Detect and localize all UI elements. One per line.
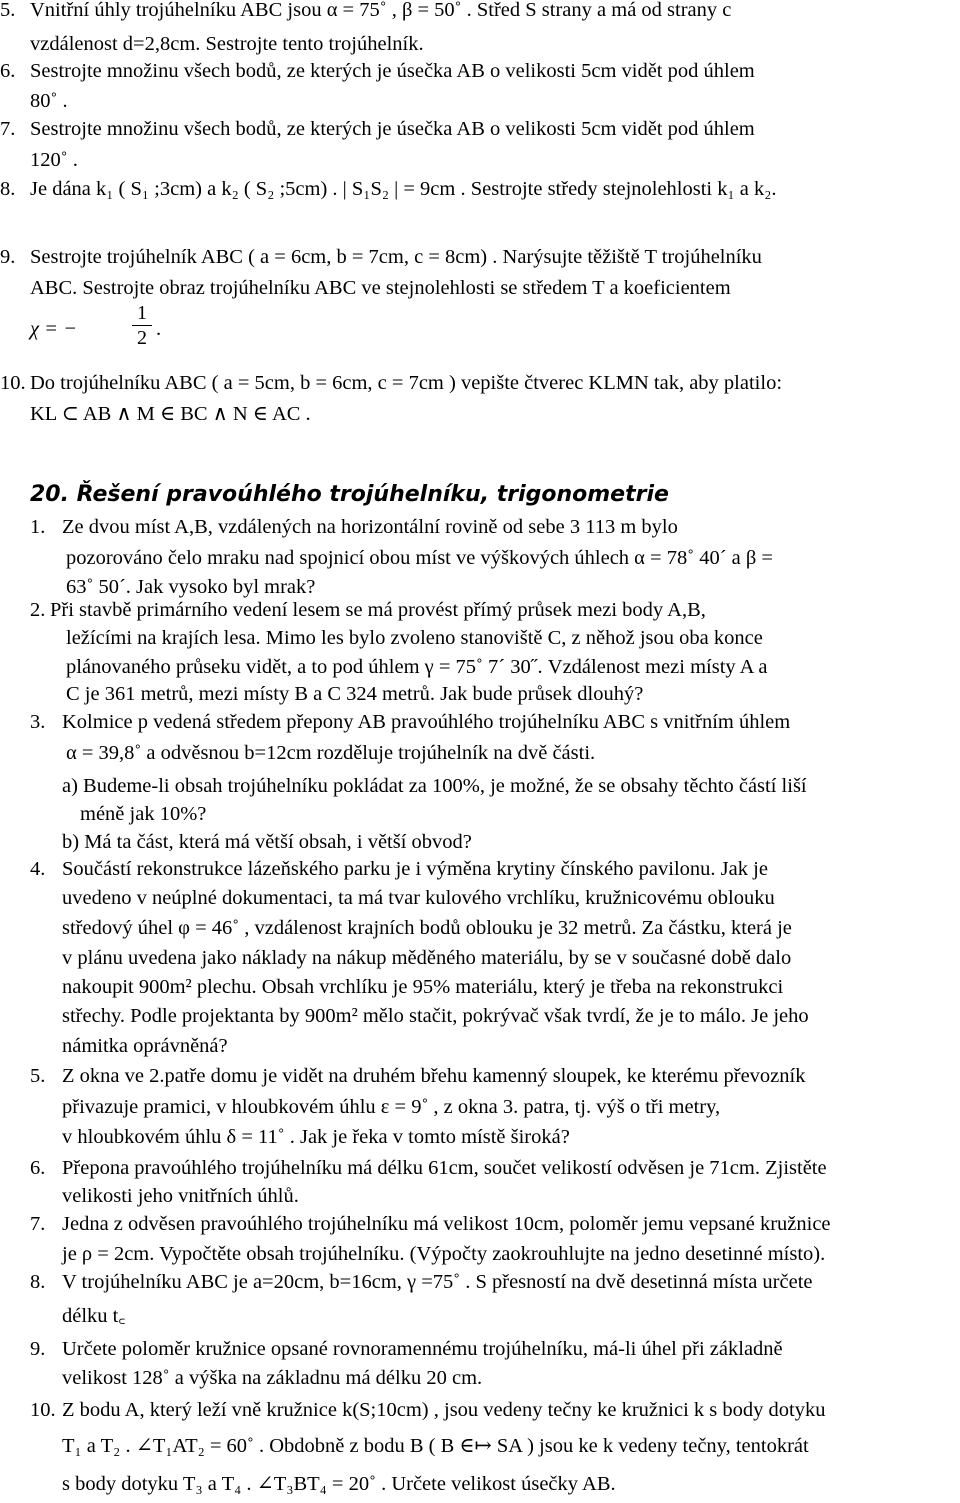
b-q1-line-2: pozorováno čelo mraku nad spojnicí obou míst ve výškových úhlech α = 78˚ 40´ a β = <box>66 547 773 569</box>
b-q4-line-3: středový úhel φ = 46˚ , vzdálenost krajních bodů oblouku je 32 metrů. Za částku, která je <box>62 917 792 939</box>
q9-chi-tail: . <box>156 318 162 340</box>
q7-line-1: Sestrojte množinu všech bodů, ze kterých je úsečka AB o velikosti 5cm vidět pod úhlem <box>30 118 755 140</box>
q9-fraction <box>132 302 152 349</box>
b-q4-line-7: námitka oprávněná? <box>62 1035 228 1057</box>
q7-number: 7. <box>0 118 16 140</box>
q6-line-1: Sestrojte množinu všech bodů, ze kterých je úsečka AB o velikosti 5cm vidět pod úhlem <box>30 60 755 82</box>
b-q3-line-3: a) Budeme-li obsah trojúhelníku pokládat za 100%, je možné, že se obsahy těchto částí liší <box>62 775 807 797</box>
q9-line-1: Sestrojte trojúhelník ABC ( a = 6cm, b = 7cm, c = 8cm) . Narýsujte těžiště T trojúhelníku <box>30 246 762 268</box>
b-q2-line-3: plánovaného průseku vidět, a to pod úhlem γ = 75˚ 7´ 30˝. Vzdálenost mezi místy A a <box>66 656 768 678</box>
b-q9-line-1: Určete poloměr kružnice opsané rovnoramennému trojúhelníku, má-li úhel při základně <box>62 1338 783 1360</box>
q5-line-1: Vnitřní úhly trojúhelníku ABC jsou α = 75˚ , β = 50˚ . Střed S strany a má od strany c <box>30 0 732 21</box>
b-q6-line-2: velikosti jeho vnitřních úhlů. <box>62 1185 299 1207</box>
section-heading: 20. Řešení pravoúhlého trojúhelníku, trigonometrie <box>30 482 669 507</box>
q8-line-1: Je dána k₁ ( S₁ ;3cm) a k₂ ( S₂ ;5cm) . | S₁S₂ | = 9cm . Sestrojte středy stejnolehlosti k₁ a k₂. <box>30 178 777 200</box>
b-q8-line-1: V trojúhelníku ABC je a=20cm, b=16cm, γ =75˚ . S přesností na dvě desetinná místa určete <box>62 1271 813 1293</box>
b-q7-line-1: Jedna z odvěsen pravoúhlého trojúhelníku má velikost 10cm, poloměr jemu vepsané kružnice <box>62 1213 831 1235</box>
b-q5-line-2: přivazuje pramici, v hloubkovém úhlu ε = 9˚ , z okna 3. patra, tj. výš o tři metry, <box>62 1096 721 1118</box>
b-q2-line-1: Při stavbě primárního vedení lesem se má provést přímý průsek mezi body A,B, <box>50 599 706 621</box>
b-q1-line-1: Ze dvou míst A,B, vzdálených na horizontální rovině od sebe 3 113 m bylo <box>62 516 678 538</box>
q9-fraction-numerator: 1 <box>137 302 147 324</box>
q6-line-2: 80˚ . <box>30 90 68 112</box>
q5-line-2: vzdálenost d=2,8cm. Sestrojte tento trojúhelník. <box>30 33 424 55</box>
b-q3-number: 3. <box>30 711 46 733</box>
b-q5-line-3: v hloubkovém úhlu δ = 11˚ . Jak je řeka v tomto místě široká? <box>62 1126 570 1148</box>
b-q7-number: 7. <box>30 1213 46 1235</box>
b-q9-number: 9. <box>30 1338 46 1360</box>
b-q4-line-2: uvedeno v neúplné dokumentaci, ta má tvar kulového vrchlíku, kružnicovému oblouku <box>62 887 775 909</box>
b-q10-number: 10. <box>30 1399 56 1421</box>
b-q4-line-6: střechy. Podle projektanta by 900m² mělo stačit, pokrývač však tvrdí, že je to málo. Je jeho <box>62 1005 809 1027</box>
b-q6-line-1: Přepona pravoúhlého trojúhelníku má délku 61cm, součet velikostí odvěsen je 71cm. Zjistěte <box>62 1157 827 1179</box>
b-q9-line-2: velikost 128˚ a výška na základnu má délku 20 cm. <box>62 1367 483 1389</box>
q8-number: 8. <box>0 178 16 200</box>
q9-chi-lhs: χ = − <box>30 318 77 340</box>
b-q10-line-3: s body dotyku T₃ a T₄ . ∠T₃BT₄ = 20˚ . Určete velikost úsečky AB. <box>62 1473 616 1495</box>
q6-number: 6. <box>0 60 16 82</box>
q9-line-2: ABC. Sestrojte obraz trojúhelníku ABC ve stejnolehlosti se středem T a koeficientem <box>30 277 731 299</box>
q9-fraction-denominator: 2 <box>137 327 147 349</box>
b-q4-line-4: v plánu uvedena jako náklady na nákup měděného materiálu, by se v současné době dalo <box>62 947 792 969</box>
b-q8-number: 8. <box>30 1271 46 1293</box>
b-q5-line-1: Z okna ve 2.patře domu je vidět na druhém břehu kamenný sloupek, ke kterému převozník <box>62 1065 806 1087</box>
b-q3-line-5: b) Má ta část, která má větší obsah, i větší obvod? <box>62 831 472 853</box>
b-q4-line-5: nakoupit 900m² plechu. Obsah vrchlíku je 95% materiálu, který je třeba na rekonstrukci <box>62 976 784 998</box>
q7-line-2: 120˚ . <box>30 149 78 171</box>
b-q3-line-1: Kolmice p vedená středem přepony AB pravoúhlého trojúhelníku ABC s vnitřním úhlem <box>62 711 791 733</box>
q10-line-1: Do trojúhelníku ABC ( a = 5cm, b = 6cm, c = 7cm ) vepište čtverec KLMN tak, aby platilo: <box>30 372 783 394</box>
b-q2-line-2: ležícími na krajích lesa. Mimo les bylo zvoleno stanoviště C, z něhož jsou oba konce <box>66 627 763 649</box>
b-q4-line-1: Součástí rekonstrukce lázeňského parku je i výměna krytiny čínského pavilonu. Jak je <box>62 858 768 880</box>
b-q2-line-4: C je 361 metrů, mezi místy B a C 324 metrů. Jak bude průsek dlouhý? <box>66 683 644 705</box>
b-q5-number: 5. <box>30 1065 46 1087</box>
b-q3-line-2: α = 39,8˚ a odvěsnou b=12cm rozděluje trojúhelník na dvě části. <box>66 742 596 764</box>
b-q10-line-1: Z bodu A, který leží vně kružnice k(S;10cm) , jsou vedeny tečny ke kružnici k s body dotyku <box>62 1399 826 1421</box>
q5-number: 5. <box>0 0 16 21</box>
b-q1-line-3: 63˚ 50´. Jak vysoko byl mrak? <box>66 576 316 598</box>
q9-number: 9. <box>0 246 16 268</box>
b-q4-number: 4. <box>30 858 46 880</box>
q10-number: 10. <box>0 372 26 394</box>
q10-line-2: KL ⊂ AB ∧ M ∈ BC ∧ N ∈ AC . <box>30 403 311 425</box>
q9-fraction-bar <box>132 325 152 326</box>
b-q1-number: 1. <box>30 516 46 538</box>
b-q8-line-2: délku t꜀ <box>62 1305 126 1327</box>
b-q3-line-4: méně jak 10%? <box>80 803 207 825</box>
b-q10-line-2: T₁ a T₂ . ∠T₁AT₂ = 60˚ . Obdobně z bodu B ( B ∈↦ SA ) jsou ke k vedeny tečny, tentokrát <box>62 1435 809 1457</box>
b-q6-number: 6. <box>30 1157 46 1179</box>
b-q2-number: 2. <box>30 599 46 621</box>
b-q7-line-2: je ρ = 2cm. Vypočtěte obsah trojúhelníku. (Výpočty zaokrouhlujte na jedno desetinné místo). <box>62 1243 826 1265</box>
